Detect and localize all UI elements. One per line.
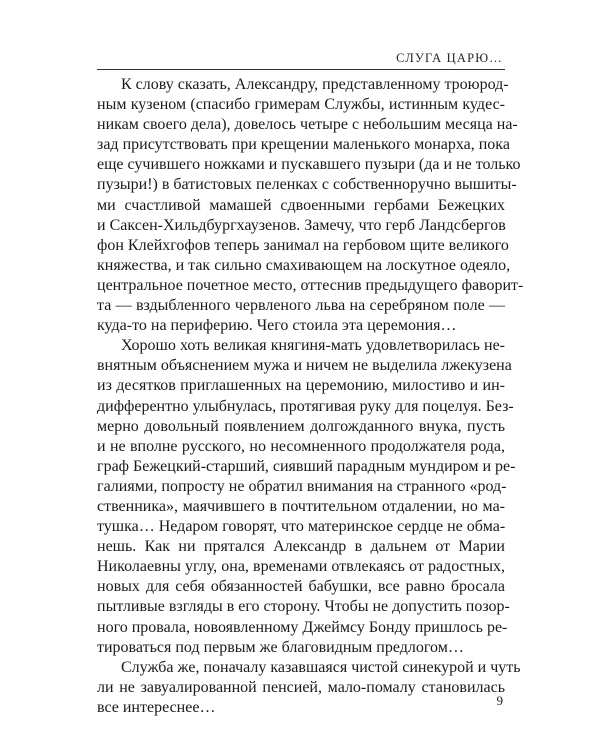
header-rule (97, 69, 505, 70)
text-line: ственника», маячившего в почтительном отдалении, но ма- (97, 497, 505, 515)
text-line: та — вздыбленного червленого льва на серебряном поле — (97, 297, 505, 315)
text-line: все интереснее… (97, 698, 216, 716)
text-line: тироваться под первым же благовидным предлогом… (97, 638, 464, 656)
text-line: тушка… Недаром говорят, что материнское сердце не обма- (97, 518, 506, 536)
text-line: княжества, и так сильно смахивающем на лоскутное одеяло, (97, 256, 511, 274)
text-line: никам своего дела), довелось четыре с небольшим месяца на- (97, 116, 518, 134)
text-line: внятным объяснением мужа и ничем не выделила лжекузена (97, 357, 512, 375)
text-line: фон Клейхгофов теперь занимал на гербовом щите великого (97, 236, 509, 254)
text-line: К слову сказать, Александру, представленному троюрод- (121, 76, 509, 93)
text-line: зад присутствовать при крещении маленького монарха, пока (97, 136, 510, 154)
text-line: и Саксен-Хильдбургхаузенов. Замечу, что герб Ландсбергов (97, 216, 506, 234)
text-line: и не вполне русского, но несомненного продолжателя рода, (97, 437, 505, 455)
text-line: Служба же, поначалу казавшаяся чистой синекурой и чуть (121, 658, 521, 676)
text-line: Николаевны углу, она, временами отвлекаясь от радостных, (97, 558, 505, 576)
text-line: ми счастливой мамашей сдвоенными гербами Бежецких (97, 196, 505, 214)
text-line: ным кузеном (спасибо гримерам Службы, истинным кудес- (97, 96, 505, 114)
text-line: дифферентно улыбнулась, протягивая руку для поцелуя. Без- (97, 397, 514, 415)
text-line: ного провала, новоявленному Джеймсу Бонду пришлось ре- (97, 618, 508, 636)
page-number: 9 (496, 693, 503, 708)
text-line: новых для себя обязанностей бабушки, все равно бросала (97, 578, 505, 596)
text-line: мерно довольный появлением долгожданного внука, пусть (97, 417, 505, 435)
text-line: пузыри!) в батистовых пеленках с собственноручно вышиты- (97, 176, 517, 194)
body-text (97, 75, 524, 718)
text-line: ли не завуалированной пенсией, мало-помалу становилась (97, 678, 505, 696)
text-line: куда-то на периферию. Чего стоила эта церемония… (97, 317, 457, 335)
text-line: центральное почетное место, оттеснив предыдущего фаворит- (97, 276, 524, 294)
text-line: Хорошо хоть великая княгиня-мать удовлетворилась не- (121, 337, 505, 355)
running-head: СЛУГА ЦАРЮ… (396, 51, 503, 65)
text-line: нешь. Как ни прятался Александр в дальнем от Марии (97, 538, 505, 556)
text-line: граф Бежецкий-старший, сиявший парадным мундиром и ре- (97, 457, 516, 475)
text-line: пытливые взгляды в его сторону. Чтобы не допустить позор- (97, 598, 510, 616)
text-line: галиями, попросту не обратил внимания на странного «род- (97, 477, 507, 495)
text-line: из десятков приглашенных на церемонию, милостиво и ин- (97, 377, 505, 395)
text-line: еще сучившего ножками и пускавшего пузыри (да и не только (97, 156, 521, 174)
